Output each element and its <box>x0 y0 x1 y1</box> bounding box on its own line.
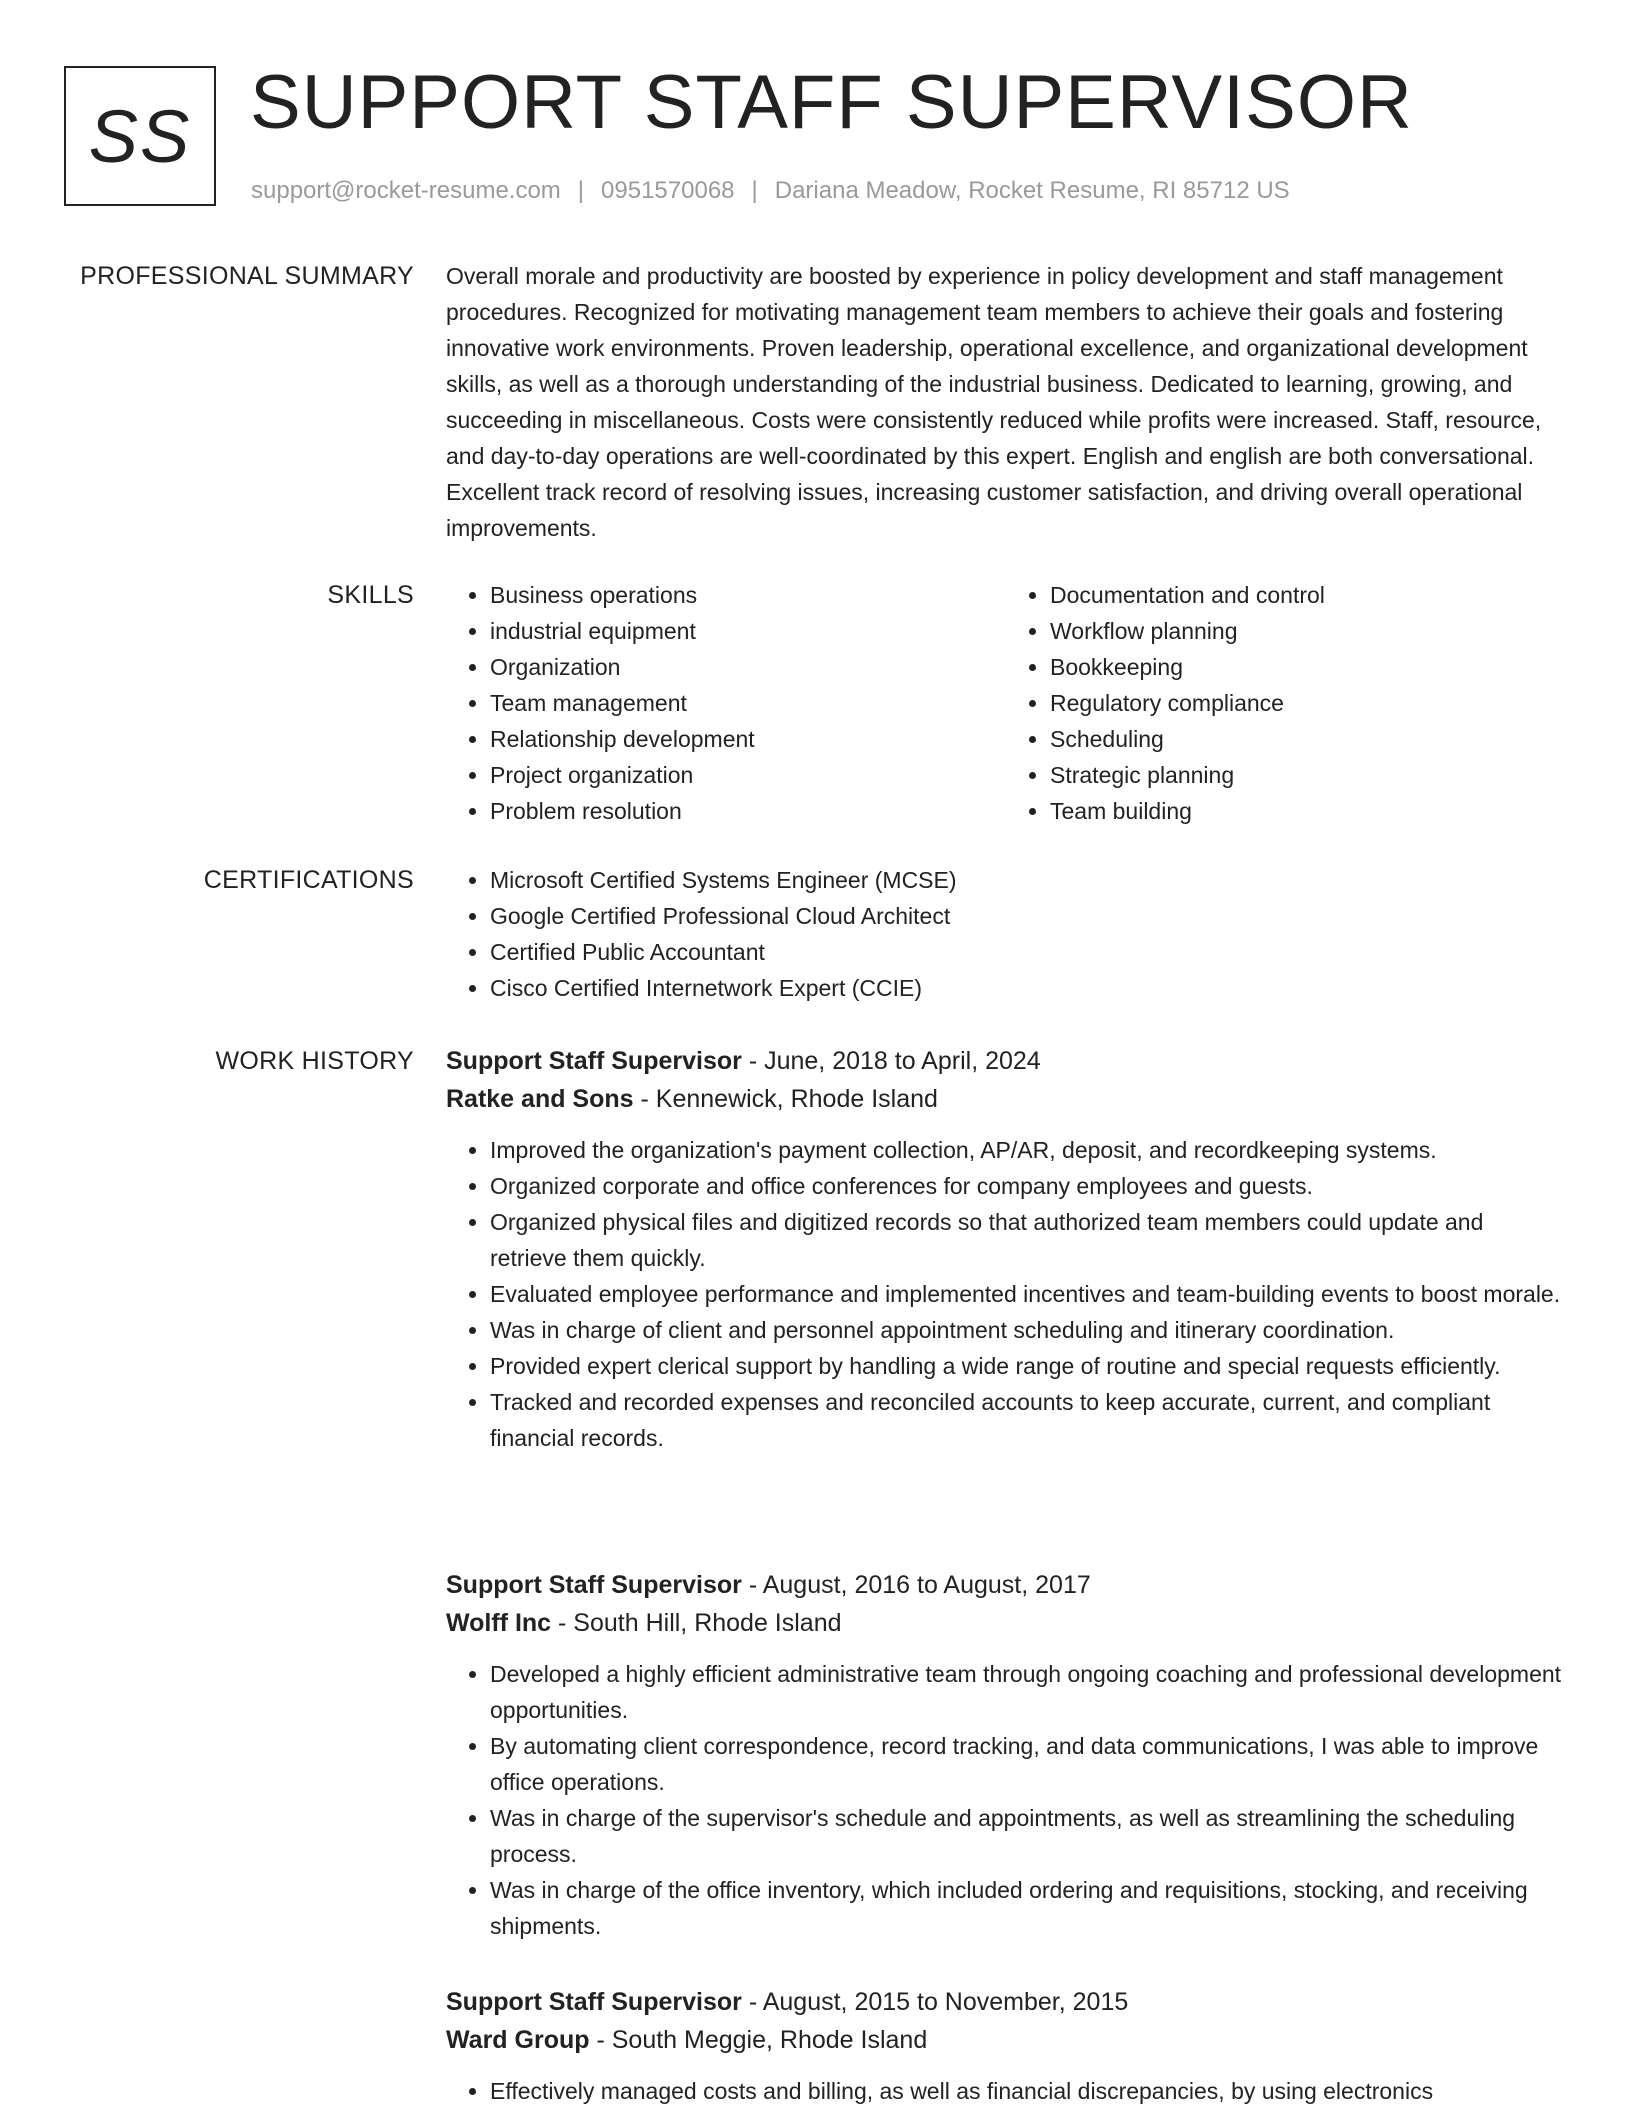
certifications-body <box>446 862 1566 1006</box>
job-title-line <box>446 1042 1566 1080</box>
contact-line <box>251 174 1290 208</box>
certifications-list <box>446 862 1566 1006</box>
certification-item: • Cisco Certified Internetwork Expert (CCIE) <box>490 970 1566 1006</box>
job-bullet: • Organized physical files and digitized records so that authorized team members could update and retrieve them quickly. <box>490 1204 1566 1276</box>
skill-item: • Project organization <box>490 757 1006 793</box>
job-location: - South Hill, Rhode Island <box>558 1609 842 1637</box>
job-title: Support Staff Supervisor <box>446 1571 742 1599</box>
job-dates: - June, 2018 to April, 2024 <box>748 1047 1041 1075</box>
job-bullet: • Developed a highly efficient administrative team through ongoing coaching and professional development opportunities. <box>490 1656 1566 1728</box>
job-title-line <box>446 1983 1566 2021</box>
job-dates: - August, 2015 to November, 2015 <box>748 1988 1129 2016</box>
contact-email[interactable]: support@rocket-resume.com <box>251 177 561 204</box>
job-bullet: • Effectively managed costs and billing, as well as financial discrepancies, by using electronics <box>490 2073 1566 2109</box>
skill-item: • Organization <box>490 649 1006 685</box>
job-bullet: • Evaluated employee performance and implemented incentives and team-building events to boost morale. <box>490 1276 1566 1312</box>
skills-label: SKILLS <box>327 581 414 609</box>
certification-item: • Microsoft Certified Systems Engineer (MCSE) <box>490 862 1566 898</box>
skills-list-left <box>446 577 1006 829</box>
job-entry <box>446 1566 1566 1944</box>
skills-body <box>446 577 1566 829</box>
job-title-line <box>446 1566 1566 1604</box>
job-bullet: • Was in charge of client and personnel appointment scheduling and itinerary coordination. <box>490 1312 1566 1348</box>
skill-item: • Scheduling <box>1050 721 1566 757</box>
skill-item: • Business operations <box>490 577 1006 613</box>
job-bullets <box>446 2073 1566 2109</box>
certification-item: • Google Certified Professional Cloud Architect <box>490 898 1566 934</box>
resume-title: SUPPORT STAFF SUPERVISOR <box>250 60 1413 145</box>
skill-item: • Workflow planning <box>1050 613 1566 649</box>
job-company-line <box>446 1080 1566 1118</box>
job-location: - Kennewick, Rhode Island <box>640 1085 938 1113</box>
job-bullet: • Improved the organization's payment collection, AP/AR, deposit, and recordkeeping systems. <box>490 1132 1566 1168</box>
summary-body <box>446 258 1566 546</box>
skill-item: • Team management <box>490 685 1006 721</box>
job-bullet: • Provided expert clerical support by handling a wide range of routine and special requests efficiently. <box>490 1348 1566 1384</box>
job-title: Support Staff Supervisor <box>446 1047 742 1075</box>
skill-item: • Regulatory compliance <box>1050 685 1566 721</box>
job-title: Support Staff Supervisor <box>446 1988 742 2016</box>
job-bullet: • Organized corporate and office conferences for company employees and guests. <box>490 1168 1566 1204</box>
job-bullet: • Tracked and recorded expenses and reconciled accounts to keep accurate, current, and compliant financial records. <box>490 1384 1566 1456</box>
skill-item: • Team building <box>1050 793 1566 829</box>
job-bullet: • Was in charge of the supervisor's schedule and appointments, as well as streamlining the scheduling process. <box>490 1800 1566 1872</box>
certifications-label: CERTIFICATIONS <box>203 866 414 894</box>
skill-item: • Bookkeeping <box>1050 649 1566 685</box>
job-dates: - August, 2016 to August, 2017 <box>748 1571 1091 1599</box>
contact-address: Dariana Meadow, Rocket Resume, RI 85712 US <box>774 177 1290 204</box>
skill-item: • Documentation and control <box>1050 577 1566 613</box>
summary-text: Overall morale and productivity are boosted by experience in policy development and staff management procedures. Recognized for motivating management team members to achieve their goals and fostering innovative work environments. Proven leadership, operational excellence, and organizational development skills, as well as a thorough understanding of the industrial business. Dedicated to learning, growing, and succeeding in miscellaneous. Costs were consistently reduced while profits were increased. Staff, resource, and day-to-day operations are well-coordinated by this expert. English and english are both conversational. Excellent track record of resolving issues, increasing customer satisfaction, and driving overall operational improvements. <box>446 263 1542 541</box>
job-bullets <box>446 1656 1566 1944</box>
contact-separator: | <box>751 177 758 204</box>
contact-separator: | <box>577 177 585 204</box>
skill-item: • Relationship development <box>490 721 1006 757</box>
monogram: SS <box>64 66 216 206</box>
job-bullets <box>446 1132 1566 1456</box>
job-company-line <box>446 2021 1566 2059</box>
skill-item: • industrial equipment <box>490 613 1006 649</box>
job-company-line <box>446 1604 1566 1642</box>
summary-label: PROFESSIONAL SUMMARY <box>80 262 414 290</box>
job-company: Wolff Inc <box>446 1609 552 1637</box>
job-bullet: • Was in charge of the office inventory, which included ordering and requisitions, stocking, and receiving shipments. <box>490 1872 1566 1944</box>
job-company: Ward Group <box>446 2026 590 2054</box>
job-bullet: • By automating client correspondence, record tracking, and data communications, I was able to improve office operations. <box>490 1728 1566 1800</box>
skill-item: • Problem resolution <box>490 793 1006 829</box>
job-company: Ratke and Sons <box>446 1085 634 1113</box>
job-entry <box>446 1983 1566 2109</box>
work-history-label: WORK HISTORY <box>215 1047 414 1075</box>
job-location: - South Meggie, Rhode Island <box>596 2026 928 2054</box>
skills-list-right <box>1006 577 1566 829</box>
certification-item: • Certified Public Accountant <box>490 934 1566 970</box>
contact-phone: 0951570068 <box>601 177 735 204</box>
skill-item: • Strategic planning <box>1050 757 1566 793</box>
job-entry <box>446 1042 1566 1456</box>
